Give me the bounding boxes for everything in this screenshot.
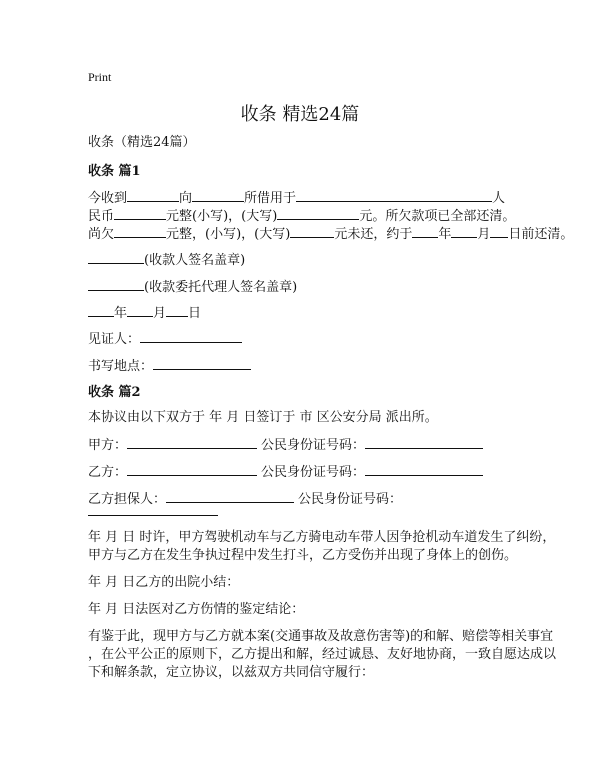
agent-signature-label: (收款委托代理人签名盖章): [144, 280, 298, 295]
blank-field: [127, 436, 257, 449]
blank-field: [290, 225, 334, 238]
witness-blank: [140, 330, 242, 343]
blank-field: [365, 463, 483, 476]
text-rmb: 民币: [88, 209, 115, 224]
discharge-summary: 年 月 日乙方的出院小结：: [88, 575, 240, 590]
witness-line: [88, 328, 242, 347]
text-year: 年: [438, 227, 452, 242]
settlement-para-line-3: 下和解条款，定立协议，以兹双方共同信守履行：: [88, 665, 375, 680]
blank-field: [451, 225, 477, 238]
party-b-line: [88, 461, 483, 480]
incident-para-line-2: 甲方与乙方在发生争执过程中发生打斗，乙方受伤并出现了身体上的创伤。: [88, 548, 518, 563]
print-link[interactable]: Print: [88, 70, 112, 84]
text-owed: 尚欠: [88, 227, 115, 242]
blank-field: [412, 225, 438, 238]
blank-field: [365, 436, 483, 449]
date-month: 月: [153, 306, 167, 321]
blank-field: [277, 207, 359, 220]
agreement-intro: 本协议由以下双方于 年 月 日签订于 市 区公安分局 派出所。: [88, 410, 438, 425]
date-day: 日: [188, 306, 202, 321]
witness-label: 见证人：: [88, 332, 141, 347]
text-received: 今收到: [88, 191, 128, 206]
text-ren: 人: [492, 191, 506, 206]
blank-field: [127, 463, 257, 476]
blank-field: [88, 304, 114, 317]
party-b-label: 乙方：: [88, 465, 128, 480]
blank-field: [114, 207, 166, 220]
guarantor-line: [88, 488, 402, 507]
text-promise: 元未还，约于: [334, 227, 413, 242]
receipt-line-3: [88, 223, 573, 242]
text-owed-amount-label: 元整，(小写)，(大写): [166, 227, 291, 242]
date-line: [88, 302, 201, 321]
blank-field: [127, 304, 153, 317]
blank-field: [490, 225, 508, 238]
signature-blank: [88, 278, 144, 291]
text-from: 向: [179, 191, 193, 206]
payee-signature-label: (收款人签名盖章): [144, 253, 246, 268]
receipt-line-1: [88, 187, 505, 206]
incident-para-line-1: 年 月 日 时许，甲方驾驶机动车与乙方骑电动车带人因争抢机动车道发生了纠纷，: [88, 530, 556, 545]
guarantor-id-blank: [88, 515, 218, 516]
text-paid-off: 元。所欠款项已全部还清。: [359, 209, 516, 224]
party-a-line: [88, 434, 483, 453]
place-line: [88, 355, 251, 374]
settlement-para-line-2: ，在公平公正的原则下，乙方提出和解，经过诚恳、友好地协商，一致自愿达成以: [88, 647, 557, 662]
section-heading-1: 收条 篇1: [88, 164, 141, 179]
id-label-a: 公民身份证号码：: [261, 438, 366, 453]
id-label-guarantor: 公民身份证号码：: [298, 492, 403, 507]
blank-field: [296, 189, 492, 202]
guarantor-label: 乙方担保人：: [88, 492, 167, 507]
party-a-label: 甲方：: [88, 438, 128, 453]
place-label: 书写地点：: [88, 359, 154, 374]
document-subtitle: 收条（精选24篇）: [88, 135, 196, 150]
text-month: 月: [477, 227, 491, 242]
receipt-line-2: [88, 205, 515, 224]
blank-field: [192, 189, 244, 202]
place-blank: [153, 357, 251, 370]
text-day-repay: 日前还清。: [508, 227, 574, 242]
blank-field: [166, 490, 294, 503]
blank-field: [166, 304, 188, 317]
payee-signature-line: [88, 249, 245, 268]
forensic-conclusion: 年 月 日法医对乙方伤情的鉴定结论：: [88, 602, 305, 617]
settlement-para-line-1: 有鉴于此，现甲方与乙方就本案(交通事故及故意伤害等)的和解、赔偿等相关事宜: [88, 629, 554, 644]
blank-field: [127, 189, 179, 202]
date-year: 年: [114, 306, 128, 321]
blank-field: [114, 225, 166, 238]
agent-signature-line: [88, 276, 297, 295]
document-title: 收条 精选24篇: [240, 104, 360, 125]
id-label-b: 公民身份证号码：: [261, 465, 366, 480]
text-amount-label: 元整(小写)，(大写): [166, 209, 278, 224]
section-heading-2: 收条 篇2: [88, 385, 141, 400]
signature-blank: [88, 251, 144, 264]
text-borrowed-for: 所借用于: [244, 191, 297, 206]
